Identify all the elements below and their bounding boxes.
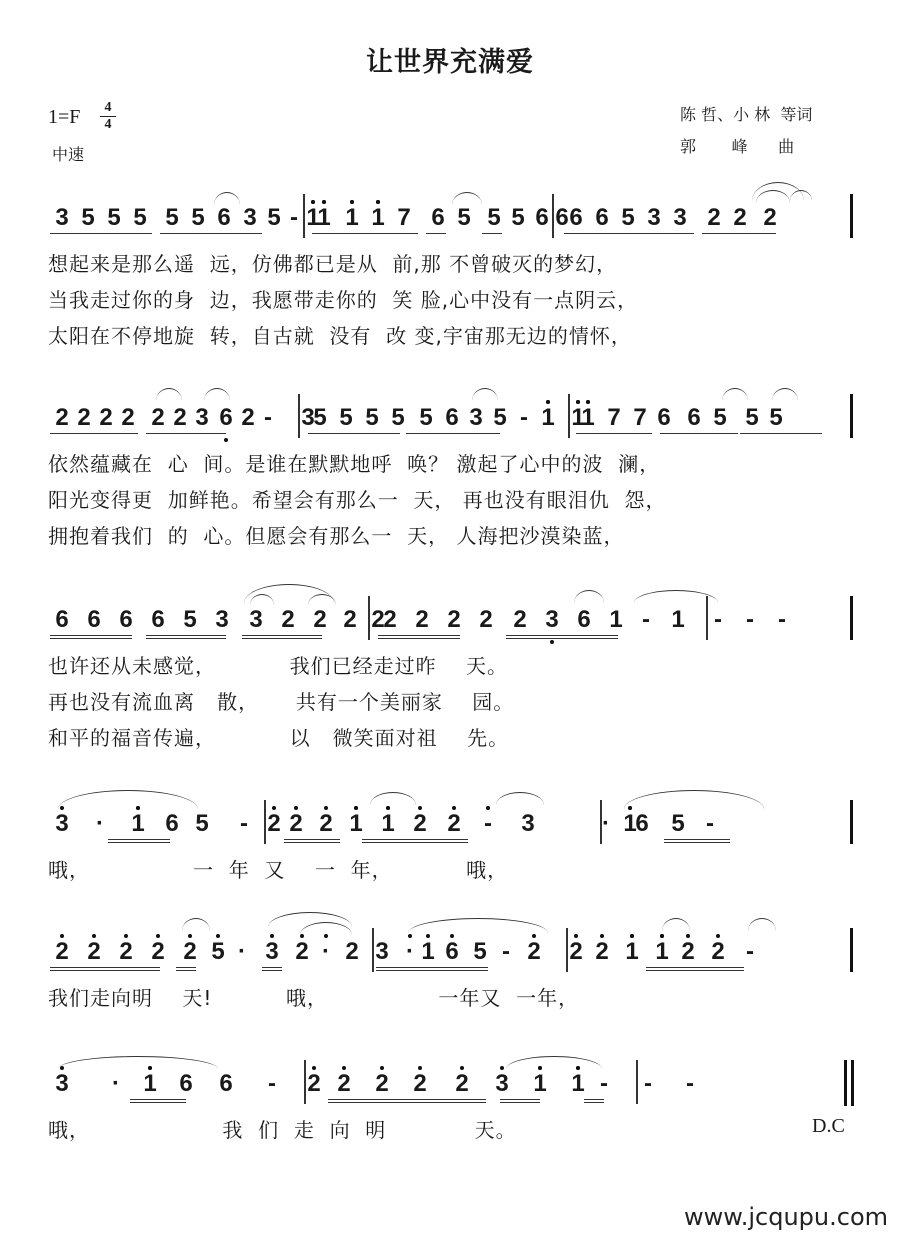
high-octave-dot <box>574 934 578 938</box>
note: 1 <box>131 810 145 837</box>
note: 1 <box>571 1070 585 1097</box>
note: 1 <box>541 404 555 431</box>
note: 5 <box>671 810 685 837</box>
note: 3 <box>55 1070 69 1097</box>
bar-line <box>552 194 554 238</box>
note: 6 <box>445 404 459 431</box>
note: 2 <box>151 404 165 431</box>
high-octave-dot <box>92 934 96 938</box>
note: 2 <box>119 938 133 965</box>
note: 3 <box>55 810 69 837</box>
dot-duration: · <box>96 810 104 837</box>
note: 3 <box>495 1070 509 1097</box>
beam-underline <box>426 233 446 234</box>
note: 5 <box>365 404 379 431</box>
note: 1 <box>421 938 435 965</box>
high-octave-dot <box>452 806 456 810</box>
note: 2 <box>413 810 427 837</box>
beam-underline <box>312 233 418 234</box>
beam-underline <box>378 635 460 636</box>
high-octave-dot <box>216 934 220 938</box>
bar-line <box>298 394 300 438</box>
bar-line <box>368 596 370 640</box>
dash: - <box>706 810 714 837</box>
note: 1 <box>317 204 331 231</box>
dash: - <box>642 606 650 633</box>
note: 5 <box>211 938 225 965</box>
bar-line <box>850 800 853 844</box>
slur-arc <box>370 792 416 805</box>
slur-arc <box>634 590 718 603</box>
bar-line <box>304 1060 306 1104</box>
dash: - <box>484 810 492 837</box>
note: 5 <box>745 404 759 431</box>
key-signature: 1=F <box>48 106 81 128</box>
high-octave-dot <box>376 200 380 204</box>
high-octave-dot <box>686 934 690 938</box>
slur-arc <box>574 590 604 603</box>
note: 2 <box>173 404 187 431</box>
dash: - <box>644 1070 652 1097</box>
note: 2 <box>77 404 91 431</box>
beam-underline <box>146 433 226 434</box>
note: 1 <box>345 204 359 231</box>
note: 1 <box>625 938 639 965</box>
dash: - <box>686 1070 694 1097</box>
slur-arc <box>790 190 812 201</box>
time-signature-bottom: 4 <box>104 117 112 132</box>
slur-arc <box>452 192 482 205</box>
high-octave-dot <box>324 806 328 810</box>
beam-underline <box>308 433 400 434</box>
note: 6 <box>535 204 549 231</box>
lyric-line: 和平的福音传遍， 以 微笑面对祖 先。 <box>48 726 510 750</box>
note: 6 <box>219 404 233 431</box>
beam-underline <box>362 839 468 840</box>
note: 1 <box>571 404 585 431</box>
note: 1 <box>306 204 320 231</box>
bar-line <box>566 928 568 972</box>
note: 5 <box>391 404 405 431</box>
beam-underline <box>664 839 730 840</box>
note: 6 <box>445 938 459 965</box>
note: 6 <box>569 204 583 231</box>
dot-duration: · <box>322 938 330 965</box>
tempo-marking: 中速 <box>52 145 85 164</box>
beam-underline <box>376 967 488 968</box>
beam-underline <box>160 233 262 234</box>
note: 5 <box>769 404 783 431</box>
slur-arc <box>472 388 498 401</box>
watermark: www.jcqupu.com <box>684 1203 888 1231</box>
high-octave-dot <box>350 200 354 204</box>
high-octave-dot <box>386 806 390 810</box>
final-double-bar <box>844 1060 847 1106</box>
slur-arc <box>58 1056 218 1069</box>
note: 5 <box>419 404 433 431</box>
note: 3 <box>545 606 559 633</box>
note: 3 <box>195 404 209 431</box>
high-octave-dot <box>600 934 604 938</box>
high-octave-dot <box>342 1066 346 1070</box>
high-octave-dot <box>532 934 536 938</box>
note: 2 <box>99 404 113 431</box>
note: 2 <box>595 938 609 965</box>
note: 1 <box>371 204 385 231</box>
note: 1 <box>143 1070 157 1097</box>
note: 6 <box>595 204 609 231</box>
note: 5 <box>267 204 281 231</box>
note: 2 <box>371 606 385 633</box>
note: 6 <box>87 606 101 633</box>
beam-underline <box>50 233 152 234</box>
note: 6 <box>555 204 569 231</box>
beam-underline-double <box>506 638 618 639</box>
note: 2 <box>267 810 281 837</box>
note: 3 <box>469 404 483 431</box>
note: 3 <box>673 204 687 231</box>
high-octave-dot <box>450 934 454 938</box>
beam-underline-double <box>378 638 460 639</box>
note: 1 <box>609 606 623 633</box>
note: 5 <box>195 810 209 837</box>
beam-underline <box>702 233 776 234</box>
beam-underline-double <box>328 1102 486 1103</box>
high-octave-dot <box>630 934 634 938</box>
note: 2 <box>343 606 357 633</box>
beam-underline <box>50 433 138 434</box>
dot-duration: · <box>406 938 414 965</box>
slur-arc <box>204 388 230 401</box>
bar-line <box>264 800 266 844</box>
slur-arc <box>58 790 198 809</box>
beam-underline-double <box>108 842 170 843</box>
bar-line <box>850 928 853 972</box>
beam-underline <box>328 1099 486 1100</box>
note: 2 <box>375 1070 389 1097</box>
note: 5 <box>713 404 727 431</box>
dash: - <box>778 606 786 633</box>
dash: - <box>290 204 298 231</box>
note: 6 <box>119 606 133 633</box>
dash: - <box>502 938 510 965</box>
lyric-line: 再也没有流血离 散， 共有一个美丽家 园。 <box>48 690 515 714</box>
note: 2 <box>681 938 695 965</box>
slur-arc <box>772 388 798 401</box>
note: 5 <box>493 404 507 431</box>
note: 3 <box>215 606 229 633</box>
song-title: 让世界充满爱 <box>366 47 534 78</box>
final-double-bar <box>851 1060 854 1106</box>
slur-arc <box>496 792 544 805</box>
high-octave-dot <box>418 1066 422 1070</box>
dash: - <box>746 606 754 633</box>
beam-underline-double <box>176 970 196 971</box>
lyric-line: 我们走向明 天! 哦， 一年又 一年， <box>48 986 580 1010</box>
high-octave-dot <box>312 1066 316 1070</box>
beam-underline <box>646 967 744 968</box>
dot-duration: · <box>602 810 610 837</box>
high-octave-dot <box>716 934 720 938</box>
high-octave-dot <box>272 806 276 810</box>
dash: - <box>520 404 528 431</box>
note: 6 <box>635 810 649 837</box>
dash: - <box>714 606 722 633</box>
note: 5 <box>473 938 487 965</box>
lyric-line: 也许还从未感觉， 我们已经走过昨 天。 <box>48 654 509 678</box>
dash: - <box>264 404 272 431</box>
lyric-line: 阳光变得更 加鲜艳。希望会有那么一 天， 再也没有眼泪仇 怨， <box>48 488 667 512</box>
beam-underline-double <box>50 638 132 639</box>
note: 1 <box>533 1070 547 1097</box>
high-octave-dot <box>188 934 192 938</box>
beam-underline-double <box>146 638 226 639</box>
note: 2 <box>241 404 255 431</box>
beam-underline <box>500 1099 540 1100</box>
note: 1 <box>655 938 669 965</box>
beam-underline <box>660 433 738 434</box>
note: 5 <box>621 204 635 231</box>
dash: - <box>600 1070 608 1097</box>
note: 2 <box>479 606 493 633</box>
note: 3 <box>243 204 257 231</box>
beam-underline <box>610 233 694 234</box>
beam-underline <box>242 635 322 636</box>
note: 2 <box>707 204 721 231</box>
composer-credit: 郭 峰 曲 <box>680 137 795 156</box>
slur-arc <box>662 918 690 931</box>
note: 3 <box>521 810 535 837</box>
beam-underline-double <box>50 970 160 971</box>
note: 2 <box>55 404 69 431</box>
bar-line <box>850 394 853 438</box>
dash: - <box>746 938 754 965</box>
slur-arc <box>408 918 548 933</box>
note: 2 <box>319 810 333 837</box>
slur-arc <box>182 918 210 931</box>
note: 5 <box>107 204 121 231</box>
note: 2 <box>711 938 725 965</box>
high-octave-dot <box>311 200 315 204</box>
beam-underline <box>506 635 618 636</box>
lyric-line: 哦， 我 们 走 向 明 天。 <box>48 1118 517 1142</box>
beam-underline-double <box>362 842 468 843</box>
high-octave-dot <box>270 934 274 938</box>
note: 3 <box>647 204 661 231</box>
high-octave-dot <box>500 1066 504 1070</box>
note: 5 <box>183 606 197 633</box>
beam-underline <box>176 967 196 968</box>
high-octave-dot <box>460 1066 464 1070</box>
note: 5 <box>133 204 147 231</box>
dot-duration: · <box>112 1070 120 1097</box>
dash: - <box>240 810 248 837</box>
note: 5 <box>191 204 205 231</box>
note: 2 <box>763 204 777 231</box>
beam-underline <box>262 967 282 968</box>
bar-line <box>636 1060 638 1104</box>
lyric-line: 当我走过你的身 边，我愿带走你的 笑 脸,心中没有一点阴云， <box>48 288 639 312</box>
note: 5 <box>81 204 95 231</box>
note: 6 <box>577 606 591 633</box>
note: 2 <box>337 1070 351 1097</box>
note: 6 <box>179 1070 193 1097</box>
bar-line <box>303 194 305 238</box>
low-octave-dot <box>224 438 228 442</box>
beam-underline-double <box>664 842 730 843</box>
slur-arc <box>748 918 776 931</box>
note: 1 <box>581 404 595 431</box>
note: 2 <box>383 606 397 633</box>
lyric-line: 哦， 一 年 又 一 年， 哦， <box>48 858 509 882</box>
time-signature-top: 4 <box>104 100 112 115</box>
high-octave-dot <box>156 934 160 938</box>
high-octave-dot <box>354 806 358 810</box>
beam-underline-double <box>376 970 488 971</box>
note: 7 <box>607 404 621 431</box>
note: 2 <box>307 1070 321 1097</box>
note: 5 <box>457 204 471 231</box>
beam-underline <box>50 635 132 636</box>
high-octave-dot <box>322 200 326 204</box>
beam-underline <box>130 1099 186 1100</box>
note: 5 <box>313 404 327 431</box>
beam-underline <box>50 967 160 968</box>
note: 6 <box>219 1070 233 1097</box>
note: 6 <box>657 404 671 431</box>
lyric-line: 太阳在不停地旋 转，自古就 没有 改 变,宇宙那无边的情怀， <box>48 324 632 348</box>
slur-arc <box>722 388 748 401</box>
high-octave-dot <box>124 934 128 938</box>
note: 2 <box>345 938 359 965</box>
note: 2 <box>447 810 461 837</box>
low-octave-dot <box>550 640 554 644</box>
note: 1 <box>381 810 395 837</box>
note: 2 <box>313 606 327 633</box>
note: 2 <box>183 938 197 965</box>
high-octave-dot <box>294 806 298 810</box>
bar-line <box>568 394 570 438</box>
note: 2 <box>281 606 295 633</box>
note: 2 <box>455 1070 469 1097</box>
beam-underline <box>564 233 584 234</box>
beam-underline-double <box>646 970 744 971</box>
bar-line <box>850 194 853 238</box>
note: 6 <box>431 204 445 231</box>
high-octave-dot <box>486 806 490 810</box>
note: 1 <box>349 810 363 837</box>
note: 3 <box>55 204 69 231</box>
lyric-line: 依然蕴藏在 心 间。是谁在默默地呼 唤？ 激起了心中的波 澜， <box>48 452 661 476</box>
high-octave-dot <box>380 1066 384 1070</box>
note: 2 <box>121 404 135 431</box>
slur-arc <box>156 388 182 401</box>
high-octave-dot <box>576 400 580 404</box>
beam-underline <box>284 839 340 840</box>
beam-underline-double <box>584 1102 604 1103</box>
dot-duration: · <box>238 938 246 965</box>
beam-underline-double <box>500 1102 540 1103</box>
slur-arc <box>506 1056 602 1069</box>
note: 2 <box>513 606 527 633</box>
beam-underline <box>584 1099 604 1100</box>
high-octave-dot <box>426 934 430 938</box>
bar-line <box>600 800 602 844</box>
note: 5 <box>511 204 525 231</box>
note: 7 <box>633 404 647 431</box>
high-octave-dot <box>60 934 64 938</box>
note: 7 <box>397 204 411 231</box>
slur-arc <box>624 790 764 809</box>
high-octave-dot <box>546 400 550 404</box>
note: 2 <box>87 938 101 965</box>
bar-line <box>850 596 853 640</box>
high-octave-dot <box>408 934 412 938</box>
high-octave-dot <box>586 400 590 404</box>
beam-underline-double <box>262 970 282 971</box>
note: 5 <box>165 204 179 231</box>
note: 3 <box>265 938 279 965</box>
beam-underline <box>740 433 822 434</box>
dash: - <box>268 1070 276 1097</box>
note: 5 <box>487 204 501 231</box>
lyric-line: 拥抱着我们 的 心。但愿会有那么一 天， 人海把沙漠染蓝， <box>48 524 625 548</box>
high-octave-dot <box>418 806 422 810</box>
lyric-line: 想起来是那么遥 远，仿佛都已是从 前,那 不曾破灭的梦幻， <box>48 252 618 276</box>
beam-underline <box>406 433 500 434</box>
note: 2 <box>447 606 461 633</box>
note: 1 <box>671 606 685 633</box>
note: 6 <box>687 404 701 431</box>
note: 2 <box>151 938 165 965</box>
beam-underline <box>576 433 652 434</box>
note: 3 <box>301 404 315 431</box>
beam-underline <box>482 233 502 234</box>
note: 2 <box>295 938 309 965</box>
bar-line <box>372 928 374 972</box>
slur-arc <box>308 594 336 605</box>
time-signature <box>100 101 116 132</box>
beam-underline <box>146 635 226 636</box>
note: 6 <box>55 606 69 633</box>
note: 1 <box>623 810 637 837</box>
note: 2 <box>415 606 429 633</box>
slur-arc <box>214 192 240 205</box>
note: 5 <box>339 404 353 431</box>
lyricist-credit: 陈 哲、小 林 等词 <box>680 105 813 124</box>
beam-underline-double <box>130 1102 186 1103</box>
note: 2 <box>527 938 541 965</box>
note: 6 <box>217 204 231 231</box>
note: 2 <box>733 204 747 231</box>
note: 2 <box>289 810 303 837</box>
note: 2 <box>569 938 583 965</box>
note: 3 <box>249 606 263 633</box>
note: 3 <box>375 938 389 965</box>
beam-underline-double <box>242 638 322 639</box>
beam-underline <box>108 839 170 840</box>
note: 2 <box>55 938 69 965</box>
note: 6 <box>165 810 179 837</box>
high-octave-dot <box>660 934 664 938</box>
dc-marking: D.C <box>812 1115 845 1137</box>
beam-underline-double <box>284 842 340 843</box>
note: 6 <box>151 606 165 633</box>
note: 2 <box>413 1070 427 1097</box>
